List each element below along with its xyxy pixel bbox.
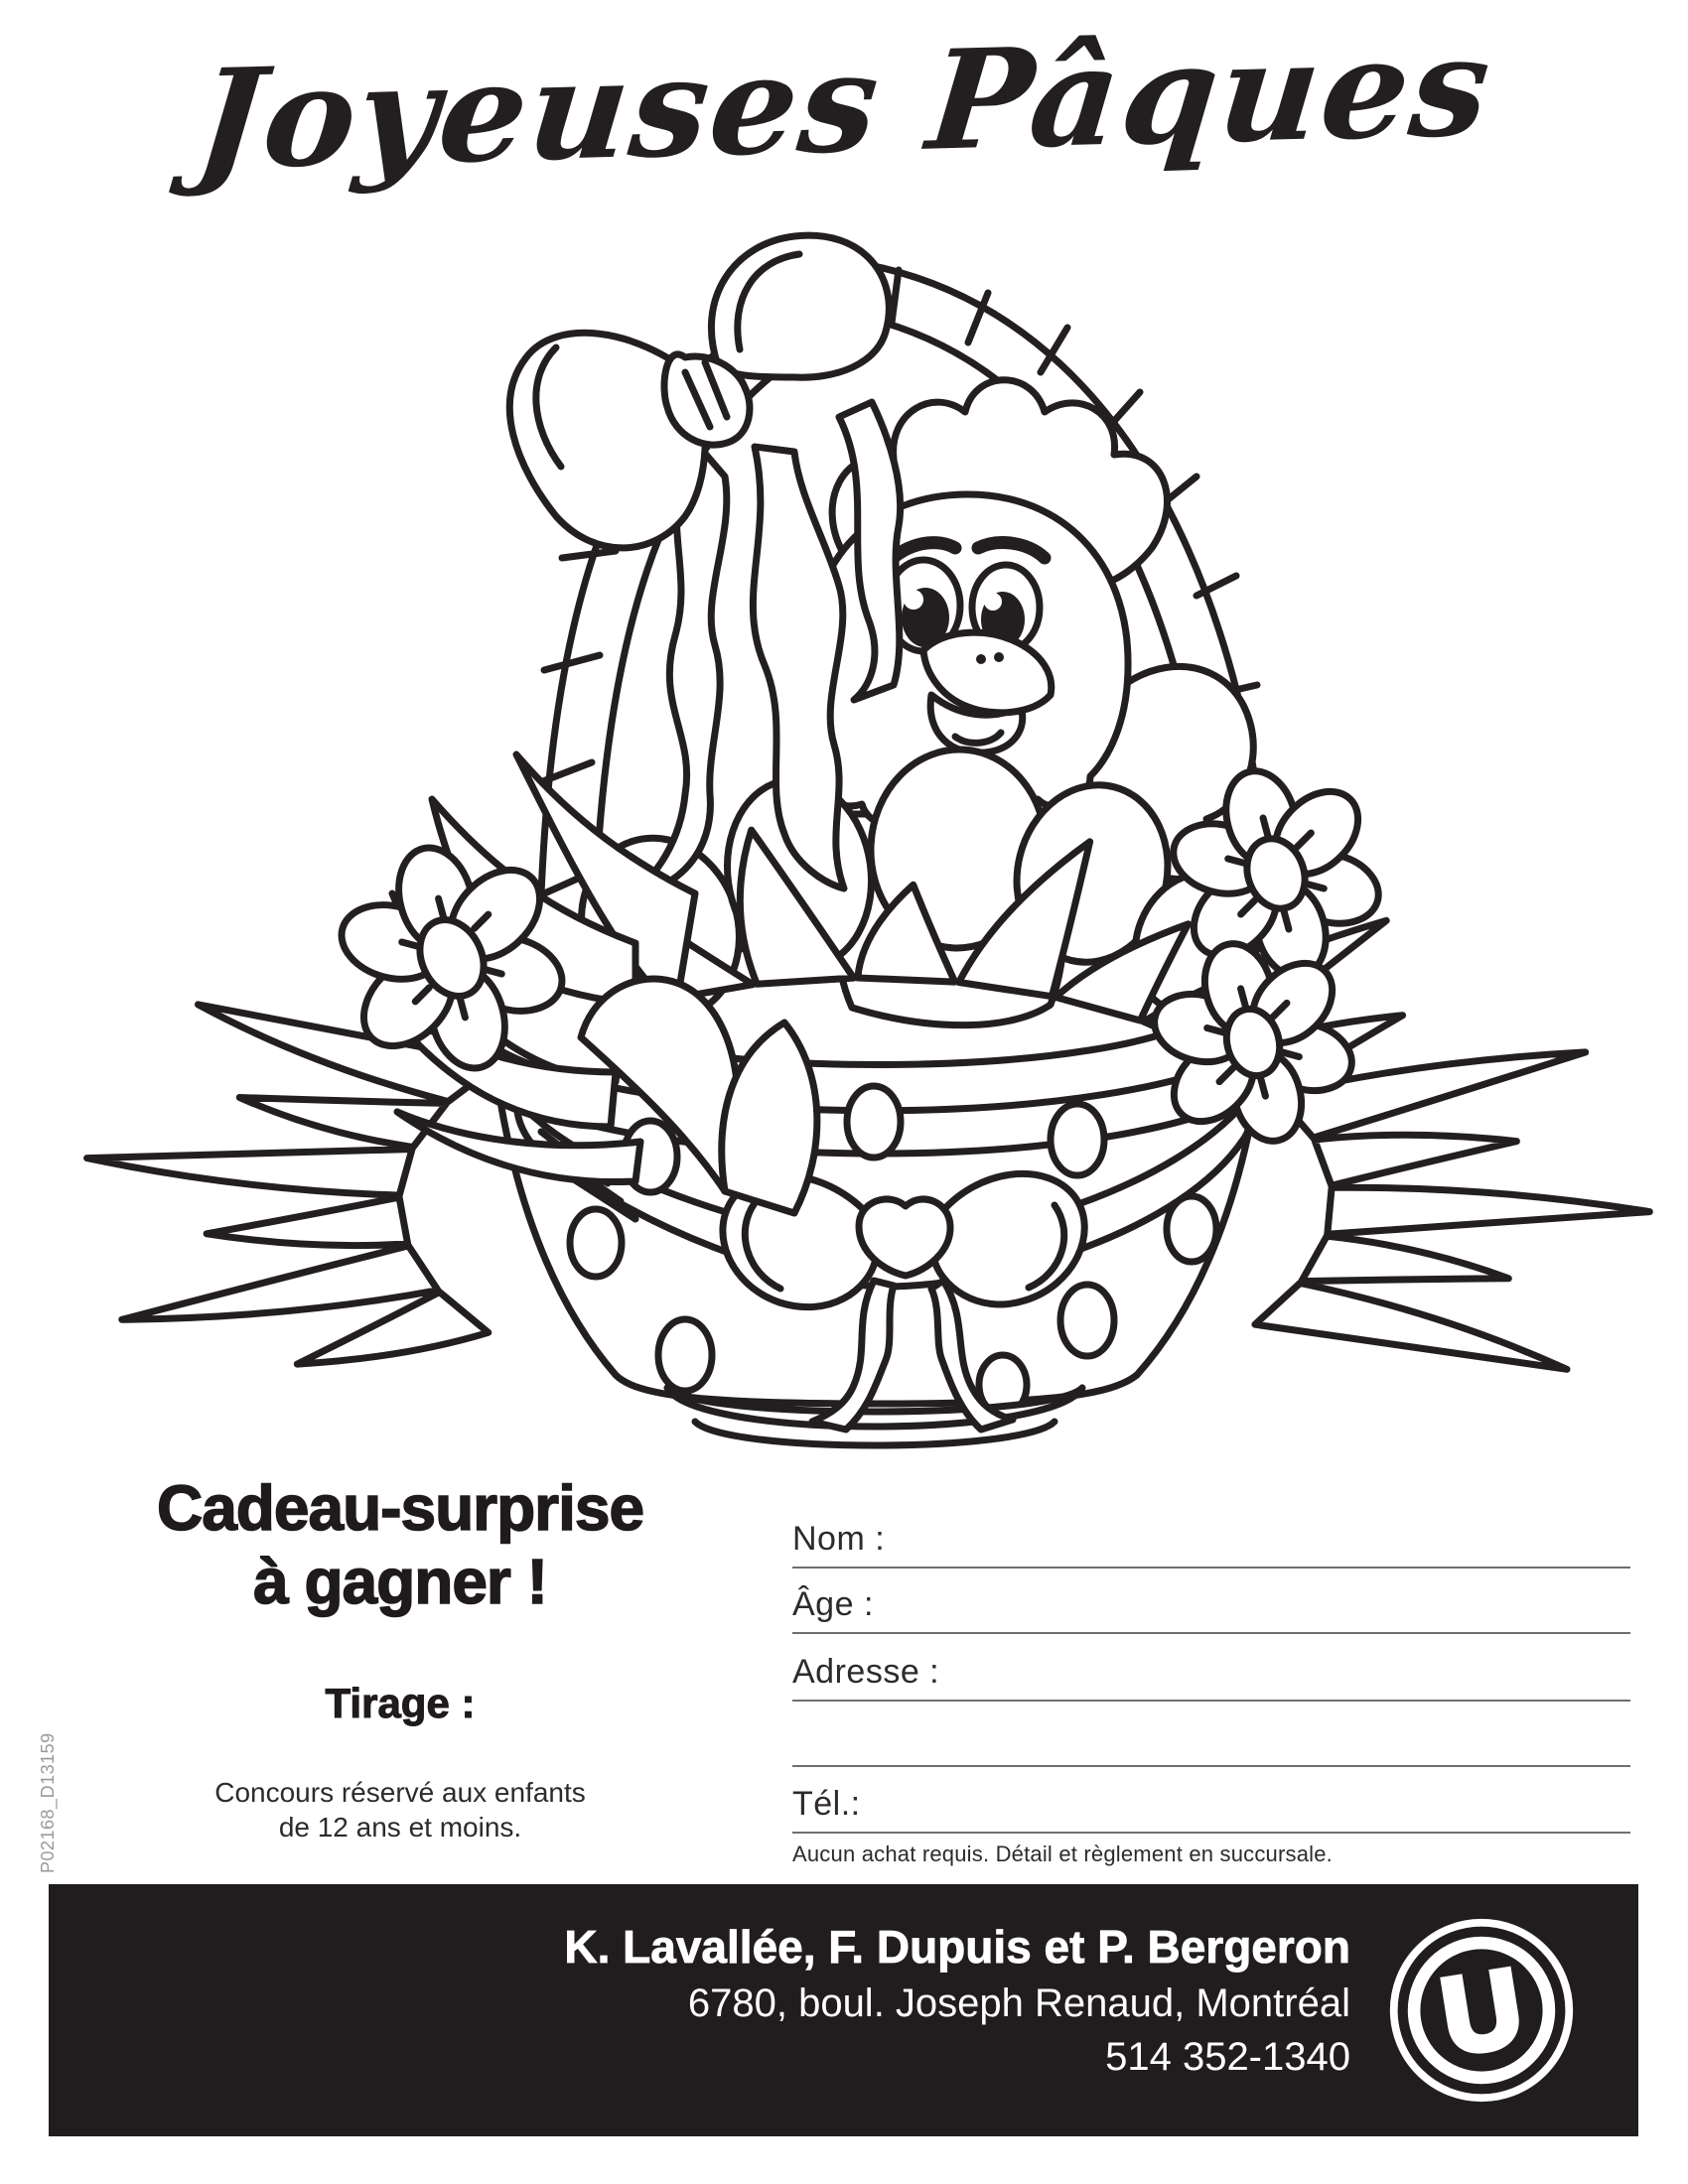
logo-letter: U bbox=[1434, 1947, 1530, 2079]
draw-label: Tirage : bbox=[325, 1680, 476, 1726]
form-field-name-label: Nom : bbox=[792, 1520, 886, 1558]
page-title: Joyeuses Pâques bbox=[189, 5, 1499, 201]
form-field-address-line2[interactable] bbox=[792, 1706, 1630, 1767]
contest-disclaimer: Aucun achat requis. Détail et règlement en succursale. bbox=[792, 1842, 1333, 1866]
form-field-phone-label: Tél.: bbox=[792, 1785, 861, 1823]
footer-bar bbox=[49, 1884, 1638, 2136]
form-field-phone[interactable] bbox=[792, 1772, 1630, 1834]
form-field-address-label: Adresse : bbox=[792, 1653, 940, 1691]
eligibility-line1: Concours réservé aux enfants bbox=[214, 1777, 586, 1808]
form-field-name[interactable] bbox=[792, 1507, 1630, 1569]
print-code: P02168_D13159 bbox=[38, 1732, 58, 1873]
promo-headline-line2: à gagner ! bbox=[253, 1546, 547, 1617]
store-phone: 514 352-1340 bbox=[1105, 2035, 1350, 2079]
store-address: 6780, boul. Joseph Renaud, Montréal bbox=[687, 1981, 1350, 2025]
form-field-age[interactable] bbox=[792, 1572, 1630, 1634]
form-field-address[interactable] bbox=[792, 1640, 1630, 1702]
uniprix-logo-icon bbox=[1385, 1914, 1578, 2107]
promo-headline-line1: Cadeau-surprise bbox=[156, 1472, 644, 1544]
eligibility-line2: de 12 ans et moins. bbox=[278, 1812, 522, 1843]
form-field-age-label: Âge : bbox=[792, 1585, 874, 1623]
promo-block bbox=[77, 1471, 723, 1844]
pharmacist-names: K. Lavallée, F. Dupuis et P. Bergeron bbox=[564, 1921, 1350, 1973]
